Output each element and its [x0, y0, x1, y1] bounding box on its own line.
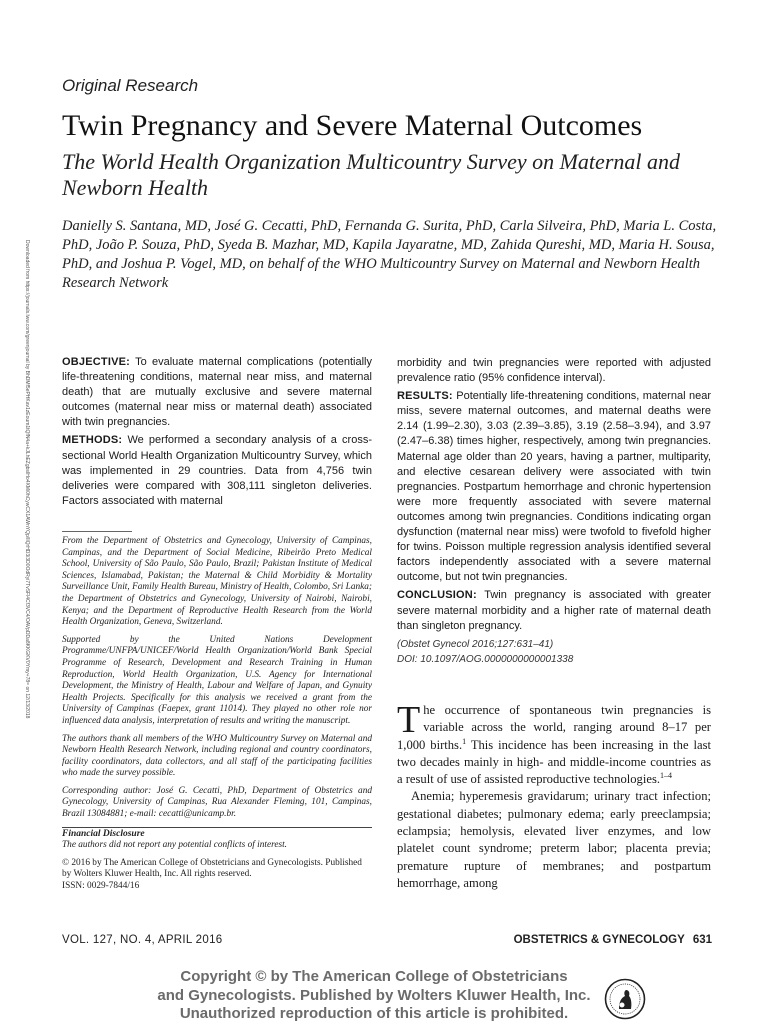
article-subtitle: The World Health Organization Multicountry Survey on Maternal and Newborn Health: [62, 149, 680, 200]
article-header: [62, 76, 722, 293]
abstract-results: [397, 389, 711, 585]
notice-line-3: Unauthorized reproduction of this article is prohibited.: [179, 1005, 569, 1022]
body-p1-part-a: he occurrence of spontaneous twin pregnancies is variable across the world, ranging around 8–17 per 1,000 births.: [397, 703, 711, 752]
results-label: RESULTS:: [397, 390, 453, 403]
drop-cap: T: [397, 699, 421, 741]
article-title: Twin Pregnancy and Severe Maternal Outcomes: [62, 109, 643, 142]
download-side-note-text: Downloaded from https://journals.lww.com/greenjournal by BhDMf5ePHKav1zEoum1tQfN4a+kJLhEZgbsIHo4XMi0hCywCX1AWnYQp/IlQrHD3i3D0OdRyi7TvSFl4Cf3VC4/OAVpDDa8KKGKV0Ymy+78= on 12/13/2018: [24, 240, 30, 719]
page-number: 631: [692, 934, 712, 946]
methods-text: We performed a secondary analysis of a cross-sectional World Health Organization Multicountry Survey, which was implemented in 29 countries. Data from 4,756 twin deliveries were compared with 308,111 singleton deliveries. Factors associated with maternal: [62, 434, 372, 507]
results-text: Potentially life-threatening conditions, maternal near miss, severe maternal outcomes, and maternal deaths were 2.14 (1.99–2.30), 3.03 (2.39–3.85), 3.19 (2.58–3.94), and 3.97 (2.47–6.38) times higher, respectively, among twin pregnancies. Maternal age older than 20 years, having a partner, multiparity, and elective cesarean delivery were associated with twin pregnancies. Postpartum hemorrhage and chronic hypertension were more frequently associated with severe maternal outcomes among twin pregnancies. Conditions indicating organ dysfunction (maternal near miss) were twofold to fivefold higher for twins. Poisson multiple regression analysis identified several factors independently associated with a severe maternal outcome, but not twin pregnancies.: [397, 390, 711, 584]
funding-note: Supported by the United Nations Development Programme/UNFPA/UNICEF/World Health Organization/World Bank Special Programme of Research, Development and Research Training in Human Reproduction, World Health Organization, U.S. Agency for International Development, the Ministry of Health, Labour and Welfare of Japan, and Gynuity Health Projects. Specifically for this analysis we received a grant from the University of Campinas (Faepex, grant 11014). They played no other role nor influenced data analysis, interpretation of results and writing the manuscript.: [62, 634, 372, 726]
college-seal-icon: [604, 978, 646, 1020]
abstract-objective: [62, 355, 372, 430]
section-kicker: Original Research: [62, 76, 199, 95]
article-body: [397, 699, 711, 892]
doi-link[interactable]: DOI: 10.1097/AOG.0000000000001338: [397, 653, 574, 665]
objective-text: To evaluate maternal complications (potentially life-threatening conditions, maternal near miss, and maternal death) that are mutually exclusive and severe maternal outcomes (maternal near miss or maternal death) associated with twin pregnancies.: [62, 356, 373, 429]
journal-name: OBSTETRICS & GYNECOLOGY: [513, 934, 685, 946]
body-p1-part-b: This incidence has been increasing in the last two decades mainly in high- and middle-income countries as a result of use of assisted reproductive technologies.: [397, 737, 711, 787]
acknowledgment-note: The authors thank all members of the WHO Multicountry Survey on Maternal and Newborn Health Research Network, including regional and country coordinators, facility coordinators, data collectors, and all staff of the participating facilities who made the survey possible.: [62, 733, 372, 779]
footnotes: [62, 536, 372, 893]
issue-info: VOL. 127, NO. 4, APRIL 2016: [62, 934, 223, 946]
footnote-divider: [62, 531, 132, 532]
notice-line-2: and Gynecologists. Published by Wolters Kluwer Health, Inc.: [157, 986, 591, 1004]
abstract-column-left: [62, 355, 372, 512]
correspondence-note: Corresponding author: José G. Cecatti, PhD, Department of Obstetrics and Gynecology, University of Campinas, Rua Alexander Fleming, 101, Campinas, Brazil 13084881; e-mail: cecatti@unicamp.br.: [62, 785, 372, 820]
notice-line-1: Copyright © by The American College of Obstetricians: [180, 968, 568, 985]
methods-label: METHODS:: [62, 434, 123, 447]
reference-superscript[interactable]: 1–4: [660, 771, 672, 780]
journal-footer: [504, 934, 712, 946]
abstract-column-right: [397, 356, 711, 667]
objective-label: OBJECTIVE:: [62, 356, 131, 368]
reference-superscript[interactable]: 1: [462, 736, 467, 746]
body-paragraph-1: [397, 699, 711, 788]
copyright-notice: [100, 968, 648, 1024]
journal-citation: (Obstet Gynecol 2016;127:631–41): [397, 638, 554, 650]
copyright-note: © 2016 by The American College of Obstetricians and Gynecologists. Published by Wolters Kluwer Health, Inc. All rights reserved.: [62, 857, 362, 880]
financial-disclosure-heading: Financial Disclosure: [62, 827, 372, 841]
abstract-conclusion: [397, 588, 711, 633]
author-list: Danielly S. Santana, MD, José G. Cecatti, PhD, Fernanda G. Surita, PhD, Carla Silveira, PhD, Maria L. Costa, PhD, João P. Souza, PhD, Syeda B. Mazhar, MD, Kapila Jayaratne, MD, Zahida Qureshi, MD, Maria H. Sousa, PhD, and Joshua P. Vogel, MD, on behalf of the WHO Multicountry Survey on Maternal and Newborn Health Research Network: [62, 218, 717, 291]
conclusion-label: CONCLUSION:: [397, 589, 477, 602]
body-paragraph-2: Anemia; hyperemesis gravidarum; urinary tract infection; gestational diabetes; pulmonary edema; early preeclampsia; eclampsia; hemolysis, elevated liver enzymes, and low platelet count syndrome; preterm labor; placenta previa; premature rupture of membranes; and postpartum hemorrhage, among: [397, 789, 711, 890]
financial-disclosure-text: The authors did not report any potential conflicts of interest.: [62, 840, 288, 851]
abstract-methods: [62, 433, 372, 508]
affiliations-note: From the Department of Obstetrics and Gynecology, University of Campinas, Campinas, and the Department of Social Medicine, Ribeirão Preto Medical School, University of São Paulo, São Paulo, Brazil; Pakistan Institute of Medical Sciences, Islamabad, Pakistan; the Maternal & Child Morbidity & Mortality Surveillance Unit, Family Health Bureau, Ministry of Health, Colombo, Sri Lanka; the Department of Obstetrics and Gynecology, University of Nairobi, Nairobi, Kenya; and the Department of Reproductive Health Research from the World Health Organization, Geneva, Switzerland.: [62, 536, 372, 628]
abstract-methods-continued: morbidity and twin pregnancies were reported with adjusted prevalence ratio (95% confidence interval).: [397, 357, 711, 385]
issn-note: ISSN: 0029-7844/16: [62, 881, 140, 892]
conclusion-text: Twin pregnancy is associated with greater severe maternal morbidity and a higher rate of maternal death than singleton pregnancy.: [397, 589, 712, 632]
download-side-note: [22, 240, 30, 840]
